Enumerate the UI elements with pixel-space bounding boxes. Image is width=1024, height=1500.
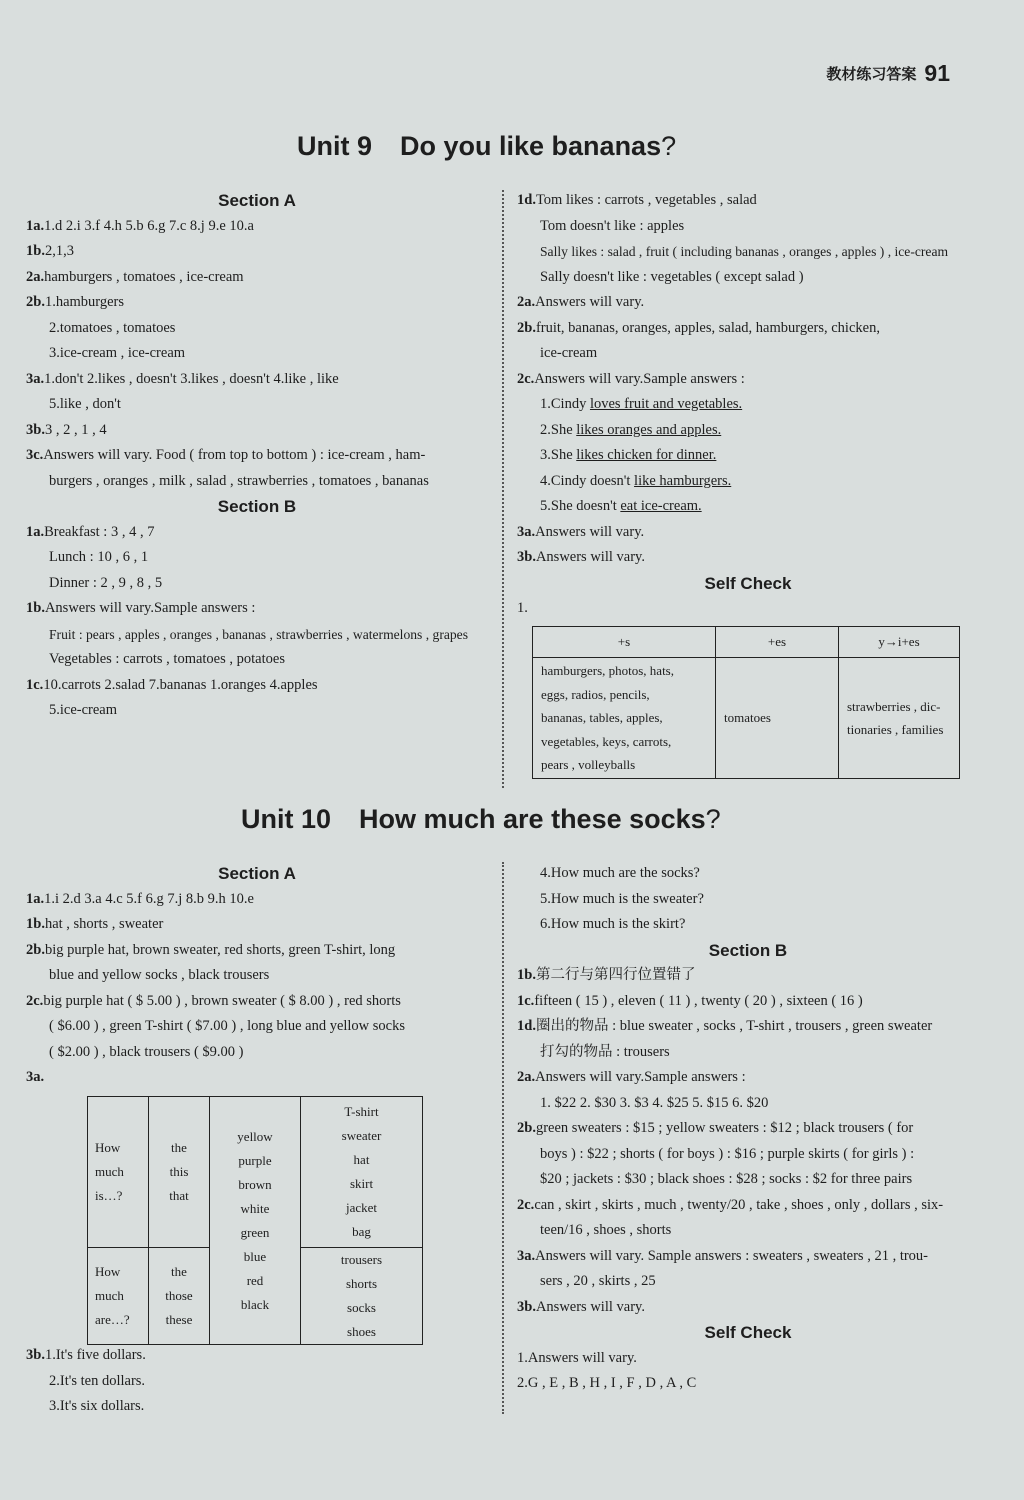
answer-line: 1.	[517, 600, 528, 616]
table-cell: How much is…?	[88, 1097, 149, 1248]
self-check-heading: Self Check	[704, 1323, 792, 1342]
answer-line: 2a.Answers will vary.Sample answers :	[517, 1069, 746, 1085]
answer-line: 1c.10.carrots 2.salad 7.bananas 1.oranges 4.apples	[26, 676, 318, 693]
table-cell: T-shirt sweater hat skirt jacket bag	[301, 1097, 423, 1248]
answer-line: 4.How much are the socks?	[540, 865, 700, 881]
answer-line: ice-cream	[540, 345, 598, 361]
answer-line: boys ) : $22 ; shorts ( for boys ) : $16 ; purple skirts ( for girls ) :	[540, 1145, 915, 1162]
answer-line: 5.She doesn't eat ice-cream.	[540, 498, 702, 514]
answer-line: Dinner : 2 , 9 , 8 , 5	[49, 574, 163, 591]
table-cell: trousers shorts socks shoes	[301, 1248, 423, 1345]
header-cell: y→i+es	[839, 627, 960, 658]
section-a-heading: Section A	[218, 864, 296, 883]
table-header-row	[533, 627, 960, 658]
answer-line: 3.She likes chicken for dinner.	[540, 447, 717, 463]
table-row	[533, 658, 960, 779]
answer-line: 2b.green sweaters : $15 ; yellow sweaters : $12 ; black trousers ( for	[517, 1120, 914, 1136]
section-a-heading: Section A	[218, 191, 296, 210]
answer-line: 1c.fifteen ( 15 ) , eleven ( 11 ) , twenty ( 20 ) , sixteen ( 16 )	[517, 992, 863, 1009]
answer-line: 5.ice-cream	[49, 702, 118, 718]
answer-line: 3b.Answers will vary.	[517, 1298, 645, 1315]
answer-line: 2c.big purple hat ( $ 5.00 ) , brown sweater ( $ 8.00 ) , red shorts	[26, 992, 401, 1009]
table-cell: yellow purple brown white green blue red black	[210, 1097, 301, 1345]
unit9-question-mark: ?	[661, 131, 677, 161]
answer-line: 2a.Answers will vary.	[517, 294, 645, 310]
header-cell: +es	[716, 627, 839, 658]
column-divider	[502, 190, 504, 788]
table-cell: the those these	[149, 1248, 210, 1345]
answer-line: 2.tomatoes , tomatoes	[49, 319, 176, 336]
header-cell: +s	[533, 627, 716, 658]
answer-line: 3.It's six dollars.	[49, 1398, 145, 1414]
unit10-number: Unit 10	[241, 804, 332, 834]
answer-line: 3c.Answers will vary. Food ( from top to bottom ) : ice-cream , ham-	[26, 447, 426, 463]
section-b-heading: Section B	[708, 940, 788, 960]
section-b-heading: Section B	[217, 497, 297, 516]
unit10-heading: How much are these socks	[359, 804, 706, 834]
column-divider	[502, 862, 504, 1414]
answer-line: 2b.1.hamburgers	[26, 294, 125, 310]
ies-cell: strawberries , dic- tionaries , families	[839, 658, 960, 779]
answer-line: 3a.Answers will vary.	[517, 523, 645, 540]
answer-line: 1. $22 2. $30 3. $3 4. $25 5. $15 6. $20	[540, 1094, 769, 1111]
table-cell: the this that	[149, 1097, 210, 1248]
answer-line: ( $2.00 ) , black trousers ( $9.00 )	[49, 1043, 244, 1060]
s-cell: hamburgers, photos, hats, eggs, radios, pencils, bananas, tables, apples, vegetables, keys, carrots, pears , volleyballs	[533, 658, 716, 779]
answer-line: 3b.3 , 2 , 1 , 4	[26, 421, 107, 438]
unit10-3b-block	[26, 1343, 488, 1420]
answer-line: 打勾的物品 : trousers	[540, 1043, 670, 1060]
answer-line: 1b.hat , shorts , sweater	[26, 916, 164, 932]
answer-line: 1a.Breakfast : 3 , 4 , 7	[26, 523, 155, 540]
answer-line: 2.It's ten dollars.	[49, 1372, 146, 1389]
table-row	[88, 1097, 423, 1248]
answer-line: 2b.big purple hat, brown sweater, red shorts, green T-shirt, long	[26, 941, 396, 958]
answer-line: 2c.Answers will vary.Sample answers :	[517, 370, 745, 387]
unit10-title	[241, 804, 721, 835]
self-check-table	[532, 626, 960, 779]
answer-line: 3a.Answers will vary. Sample answers : sweaters , sweaters , 21 , trou-	[517, 1247, 929, 1264]
answer-line: 3a.1.don't 2.likes , doesn't 3.likes , doesn't 4.like , like	[26, 370, 339, 387]
answer-line: Tom doesn't like : apples	[540, 217, 685, 234]
unit10-3a-table	[87, 1096, 423, 1345]
answer-line: 3b.Answers will vary.	[517, 549, 645, 565]
header-label: 教材练习答案	[826, 65, 917, 83]
unit9-left-column	[26, 188, 488, 724]
answer-line: sers , 20 , skirts , 25	[540, 1273, 656, 1289]
answer-line: 1.Cindy loves fruit and vegetables.	[540, 396, 743, 412]
self-check-heading: Self Check	[704, 573, 792, 593]
unit9-title	[297, 131, 676, 162]
page-number: 91	[924, 60, 950, 86]
answer-line: 5.How much is the sweater?	[540, 890, 704, 907]
answer-line: 6.How much is the skirt?	[540, 916, 686, 932]
answer-line: teen/16 , shoes , shorts	[540, 1222, 672, 1238]
answer-line: 2a.hamburgers , tomatoes , ice-cream	[26, 268, 244, 285]
table-cell: How much are…?	[88, 1248, 149, 1345]
answer-line: 2c.can , skirt , skirts , much , twenty/20 , take , shoes , only , dollars , six-	[517, 1196, 944, 1213]
unit10-right-column	[517, 861, 979, 1397]
es-cell: tomatoes	[716, 658, 839, 779]
answer-line: 2.G , E , B , H , I , F , D , A , C	[517, 1375, 697, 1391]
answer-line: 4.Cindy doesn't like hamburgers.	[540, 472, 732, 489]
answer-line: $20 ; jackets : $30 ; black shoes : $28 ; socks : $2 for three pairs	[540, 1171, 913, 1187]
answer-line: Sally likes : salad , fruit ( including bananas , oranges , apples ) , ice-cream	[540, 244, 949, 259]
unit9-right-column	[517, 188, 979, 622]
answer-line: Vegetables : carrots , tomatoes , potatoes	[49, 651, 285, 667]
unit10-left-column	[26, 861, 488, 1091]
answer-line: 1a.1.i 2.d 3.a 4.c 5.f 6.g 7.j 8.b 9.h 10.e	[26, 890, 254, 907]
answer-line: 1.Answers will vary.	[517, 1349, 637, 1366]
unit9-number: Unit 9	[297, 131, 373, 161]
answer-line: 1d.Tom likes : carrots , vegetables , salad	[517, 192, 757, 208]
answer-line: 1d.圈出的物品 : blue sweater , socks , T-shirt , trousers , green sweater	[517, 1018, 933, 1034]
answer-line: Fruit : pears , apples , oranges , bananas , strawberries , watermelons , grapes	[49, 626, 469, 642]
answer-line: Sally doesn't like : vegetables ( except salad )	[540, 268, 804, 285]
answer-line: 3.ice-cream , ice-cream	[49, 345, 186, 361]
answer-line: 2b.fruit, bananas, oranges, apples, salad, hamburgers, chicken,	[517, 319, 880, 336]
answer-line: 1b.Answers will vary.Sample answers :	[26, 600, 256, 616]
answer-line: burgers , oranges , milk , salad , strawberries , tomatoes , bananas	[49, 472, 429, 489]
answer-line: Lunch : 10 , 6 , 1	[49, 549, 149, 565]
answer-line: blue and yellow socks , black trousers	[49, 967, 270, 983]
unit10-question-mark: ?	[705, 804, 721, 834]
answer-line: 2.She likes oranges and apples.	[540, 421, 722, 438]
answer-line: 1a.1.d 2.i 3.f 4.h 5.b 6.g 7.c 8.j 9.e 10.a	[26, 217, 254, 234]
page-header	[826, 60, 950, 87]
answer-line: ( $6.00 ) , green T-shirt ( $7.00 ) , long blue and yellow socks	[49, 1018, 406, 1034]
unit9-heading: Do you like bananas	[400, 131, 662, 161]
answer-line: 5.like , don't	[49, 396, 121, 412]
answer-line: 3b.1.It's five dollars.	[26, 1347, 146, 1363]
answer-line: 1b.2,1,3	[26, 243, 74, 259]
answer-line: 3a.	[26, 1069, 45, 1085]
answer-line: 1b.第二行与第四行位置错了	[517, 967, 696, 983]
